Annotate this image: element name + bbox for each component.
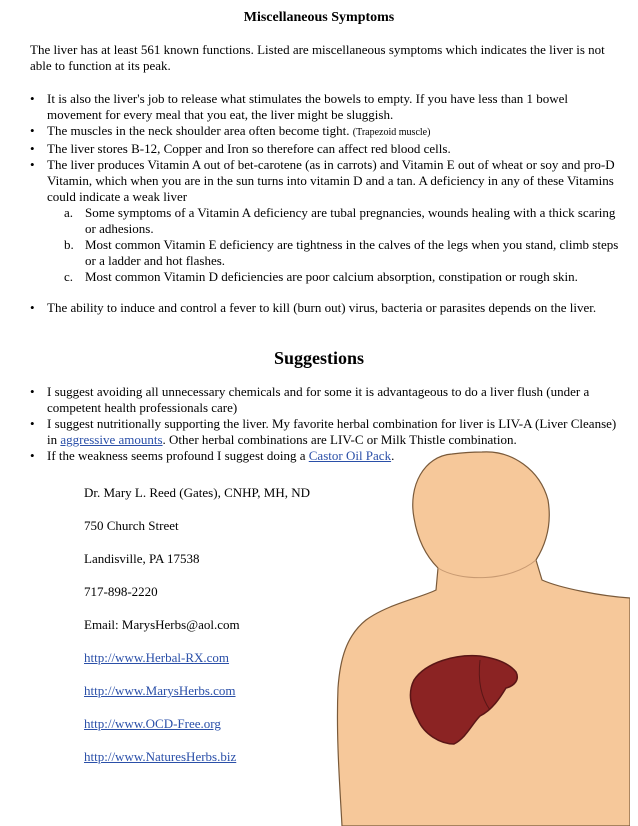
aggressive-amounts-link[interactable]: aggressive amounts [60,432,163,447]
website-link[interactable]: http://www.MarysHerbs.com [84,683,236,698]
contact-phone: 717-898-2220 [84,584,158,599]
website-link[interactable]: http://www.OCD-Free.org [84,716,221,731]
list-item: • The liver stores B-12, Copper and Iron so therefore can affect red blood cells. [30,141,451,156]
vitamin-sublist [47,205,625,285]
list-item: • It is also the liver's job to release what stimulates the bowels to empty. If you have less than 1 bowel movement for every meal that you eat, the liver might be sluggish. [30,91,569,122]
suggestions-heading: Suggestions [273,348,365,368]
page-title: Miscellaneous Symptoms [243,10,395,25]
list-item: • The liver produces Vitamin A out of bet-carotene (as in carrots) and Vitamin E out of wheat or soy and pro-D Vitamin, which when you are in the sun turns into vitamin D and a tan. A deficiency in any of these Vitamins could indicate a weak liver a. Some symptoms of a Vitamin A deficiency are tubal pregnancies, wounds healing with a thick scaring or adhesions. b. Most common Vitamin E deficiency are tightness in the calves of the legs when you stand, climb steps or a ladder and hot flashes. c. Most common Vitamin D deficiencies are poor calcium absorption, constipation or rough skin. [30,157,625,285]
bullet-icon: • [30,448,35,463]
bullet-icon: • [30,141,35,156]
fever-list [30,300,625,316]
list-item: • The ability to induce and control a fever to kill (burn out) virus, bacteria or parasites depends on the liver. [30,300,597,315]
liver-anatomy-illustration [330,448,630,826]
list-item: • If the weakness seems profound I suggest doing a Castor Oil Pack. [30,448,395,463]
contact-email: Email: MarysHerbs@aol.com [84,617,240,632]
sublist-item: a. Some symptoms of a Vitamin A deficiency are tubal pregnancies, wounds healing with a thick scaring or adhesions. [64,205,616,236]
contact-city: Landisville, PA 17538 [84,551,200,566]
contact-street: 750 Church Street [84,518,179,533]
bullet-icon: • [30,416,35,431]
intro-paragraph: The liver has at least 561 known functions. Listed are miscellaneous symptoms which indicates the liver is not able to function at its peak. [30,42,605,73]
bullet-icon: • [30,157,35,172]
bullet-icon: • [30,91,35,106]
website-link[interactable]: http://www.Herbal-RX.com [84,650,230,665]
list-item: • I suggest nutritionally supporting the liver. My favorite herbal combination for liver is LIV-A (Liver Cleanse) in aggressive amounts. Other herbal combinations are LIV-C or Milk Thistle combination. [30,416,617,447]
sublist-item: b. Most common Vitamin E deficiency are tightness in the calves of the legs when you stand, climb steps or a ladder and hot flashes. [64,237,619,268]
castor-oil-pack-link[interactable]: Castor Oil Pack [308,448,392,463]
contact-name: Dr. Mary L. Reed (Gates), CNHP, MH, ND [84,485,311,500]
muscle-note: (Trapezoid muscle) [352,127,431,138]
symptom-list [30,91,625,285]
bullet-icon: • [30,123,35,138]
sublist-item: c. Most common Vitamin D deficiencies are poor calcium absorption, constipation or rough skin. [64,269,578,284]
website-link[interactable]: http://www.NaturesHerbs.biz [84,749,237,764]
torso-silhouette-icon [337,452,630,826]
bullet-icon: • [30,384,35,399]
list-item: • I suggest avoiding all unnecessary chemicals and for some it is advantageous to do a liver flush (under a competent health professionals care) [30,384,590,415]
bullet-icon: • [30,300,35,315]
list-item: • The muscles in the neck shoulder area often become tight. (Trapezoid muscle) [30,123,431,138]
